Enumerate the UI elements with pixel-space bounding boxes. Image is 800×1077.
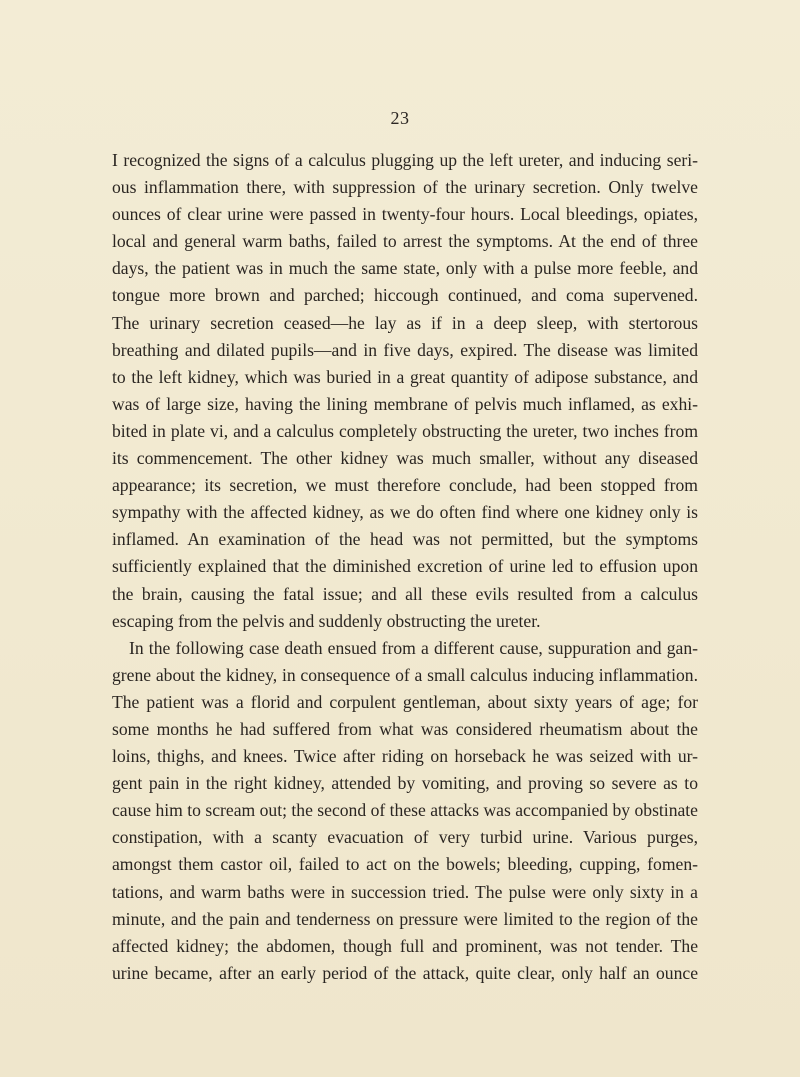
paragraph-1 (112, 147, 698, 635)
text-line: sufficiently explained that the diminished excretion of urine led to effusion upon (112, 556, 698, 577)
text-line: I recognized the signs of a calculus plugging up the left ureter, and inducing seri- (112, 150, 698, 170)
text-line: to the left kidney, which was buried in a great quantity of adipose substance, and (112, 366, 698, 387)
text-line: was of large size, having the lining membrane of pelvis much inflamed, as exhi- (112, 393, 698, 414)
text-line: ounces of clear urine were passed in twenty-four hours. Local bleedings, opiates, (112, 204, 698, 225)
text-line: ous inflammation there, with suppression of the urinary secretion. Only twelve (112, 177, 698, 198)
text-line: local and general warm baths, failed to arrest the symptoms. At the end of three (112, 231, 698, 252)
text-line: tations, and warm baths were in succession tried. The pulse were only sixty in a (112, 881, 698, 902)
text-line: the brain, causing the fatal issue; and all these evils resulted from a calculus (112, 583, 698, 604)
text-line: urine became, after an early period of the attack, quite clear, only half an ounce (112, 962, 698, 983)
text-line: bited in plate vi, and a calculus completely obstructing the ureter, two inches from (112, 420, 698, 441)
paragraph-2 (112, 635, 698, 987)
text-line: sympathy with the affected kidney, as we do often find where one kidney only is (112, 502, 698, 523)
text-line: gent pain in the right kidney, attended by vomiting, and proving so severe as to (112, 773, 698, 794)
page-number: 23 (390, 108, 410, 128)
text-line: minute, and the pain and tenderness on pressure were limited to the region of the (112, 908, 698, 929)
text-line: tongue more brown and parched; hiccough continued, and coma supervened. (112, 285, 698, 306)
text-line: cause him to scream out; the second of these attacks was accompanied by obstinate (112, 800, 698, 821)
text-line: breathing and dilated pupils—and in five days, expired. The disease was limited (112, 339, 698, 360)
text-line: appearance; its secretion, we must therefore conclude, had been stopped from (112, 475, 698, 496)
text-line: days, the patient was in much the same state, only with a pulse more feeble, and (112, 258, 698, 279)
text-line: grene about the kidney, in consequence of a small calculus inducing inflammation. (112, 664, 698, 685)
text-line: inflamed. An examination of the head was not permitted, but the symptoms (112, 529, 698, 550)
text-line: amongst them castor oil, failed to act on the bowels; bleeding, cupping, fomen- (112, 854, 698, 875)
text-line: The patient was a florid and corpulent gentleman, about sixty years of age; for (112, 691, 698, 712)
text-line: its commencement. The other kidney was much smaller, without any diseased (112, 448, 698, 469)
text-line: affected kidney; the abdomen, though full and prominent, was not tender. The (112, 935, 698, 956)
body-text (112, 147, 698, 987)
text-line: In the following case death ensued from a different cause, suppuration and gan- (129, 637, 698, 658)
text-line: loins, thighs, and knees. Twice after riding on horseback he was seized with ur- (112, 746, 698, 767)
text-line: some months he had suffered from what was considered rheumatism about the (112, 718, 698, 739)
text-line: The urinary secretion ceased—he lay as if in a deep sleep, with stertorous (112, 312, 698, 333)
text-line: escaping from the pelvis and suddenly obstructing the ureter. (112, 610, 541, 631)
text-line: constipation, with a scanty evacuation of very turbid urine. Various purges, (112, 827, 698, 848)
